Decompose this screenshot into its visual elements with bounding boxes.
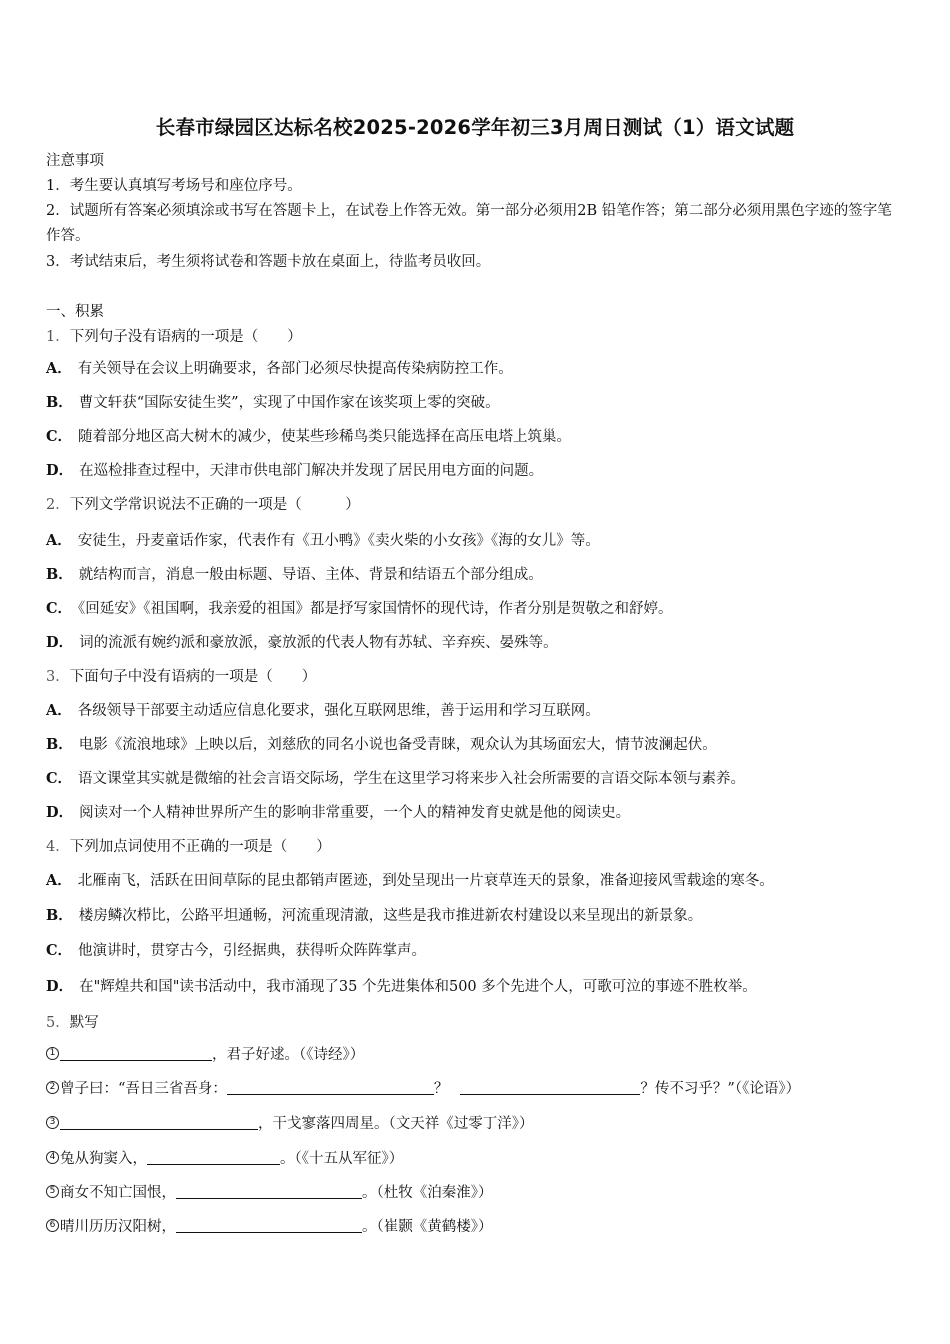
option-text: 北雁南飞，活跃在田间草际的昆虫都销声匿迹，到处呈现出一片衰草连天的景象，准备迎接风雪载途的寒冬。 — [77, 873, 774, 889]
question-stem — [46, 327, 302, 347]
option-letter: A． — [46, 360, 72, 377]
question-stem — [46, 667, 316, 687]
option-text: 阅读对一个人精神世界所产生的影响非常重要，一个人的精神发育史就是他的阅读史。 — [79, 805, 631, 821]
option-letter: D． — [46, 978, 74, 995]
option-row — [46, 701, 600, 721]
answer-blank[interactable] — [227, 1079, 434, 1095]
question-number: 2． — [46, 497, 70, 513]
option-row — [46, 359, 513, 379]
option-row — [46, 735, 717, 755]
dictation-text: 商女不知亡国恨， — [60, 1185, 176, 1201]
dictation-item — [46, 1114, 534, 1134]
option-text: 词的流派有婉约派和豪放派，豪放派的代表人物有苏轼、辛弃疾、晏殊等。 — [79, 635, 558, 651]
circled-number-icon: 2 — [46, 1081, 59, 1094]
circled-number-icon: 4 — [46, 1151, 59, 1164]
dictation-text: ，君子好逑。（《诗经》） — [212, 1047, 365, 1063]
answer-blank[interactable] — [60, 1114, 258, 1130]
option-text: 语文课堂其实就是微缩的社会言语交际场，学生在这里学习将来步入社会所需要的言语交际本领与素养。 — [78, 771, 746, 787]
option-row — [46, 393, 500, 413]
section-heading: 一、积累 — [46, 304, 104, 320]
answer-blank[interactable] — [176, 1183, 362, 1199]
option-row — [46, 941, 426, 961]
question-stem — [46, 1013, 99, 1033]
page-title: 长春市绿园区达标名校2025-2026学年初三3月周日测试（1）语文试题 — [155, 116, 795, 139]
option-row — [46, 871, 774, 891]
dictation-item — [46, 1149, 403, 1169]
option-row — [46, 599, 673, 619]
option-letter: C． — [46, 600, 73, 617]
answer-blank[interactable] — [176, 1217, 362, 1233]
option-text: 他演讲时，贯穿古今，引经据典，获得听众阵阵掌声。 — [78, 943, 427, 959]
dictation-text: 晴川历历汉阳树， — [60, 1219, 176, 1235]
notice-item: 2．试题所有答案必须填涂或书写在答题卡上，在试卷上作答无效。第一部分必须用2B 铅笔作答；第二部分必须用黑色字迹的签字笔作答。 — [46, 203, 892, 244]
option-row — [46, 977, 757, 997]
dictation-item — [46, 1217, 493, 1237]
dictation-text: ，干戈寥落四周星。（文天祥《过零丁洋》） — [258, 1116, 534, 1132]
option-text: 在巡检排查过程中，天津市供电部门解决并发现了居民用电方面的问题。 — [79, 463, 544, 479]
option-text: 在"辉煌共和国"读书活动中，我市涌现了35 个先进集体和500 多个先进个人，可歌可泣的事迹不胜枚举。 — [79, 979, 757, 995]
option-letter: A． — [46, 532, 72, 549]
dictation-text: ？传不习乎？”（《论语》） — [640, 1081, 801, 1097]
dictation-text: 。（崔颢《黄鹤楼》） — [362, 1219, 493, 1235]
option-text: 曹文轩获“国际安徒生奖”，实现了中国作家在该奖项上零的突破。 — [78, 395, 500, 411]
option-letter: B． — [46, 566, 73, 583]
question-stem — [46, 837, 331, 857]
option-text: 有关领导在会议上明确要求，各部门必须尽快提高传染病防控工作。 — [77, 361, 513, 377]
question-text: 默写 — [69, 1015, 99, 1031]
option-row — [46, 461, 543, 481]
dictation-text: ？ — [433, 1081, 449, 1097]
option-letter: D． — [46, 804, 74, 821]
option-letter: A． — [46, 702, 72, 719]
option-row — [46, 769, 745, 789]
option-text: 安徒生，丹麦童话作家，代表作有《丑小鸭》《卖火柴的小女孩》《海的女儿》等。 — [77, 533, 600, 549]
question-number: 5． — [46, 1015, 70, 1031]
notice-heading: 注意事项 — [46, 153, 104, 169]
option-text: 就结构而言，消息一般由标题、导语、主体、背景和结语五个部分组成。 — [78, 567, 543, 583]
option-row — [46, 906, 702, 926]
question-text: 下面句子中没有语病的一项是（ ） — [69, 669, 317, 685]
option-text: 《回延安》《祖国啊，我亲爱的祖国》都是抒写家国情怀的现代诗，作者分别是贺敬之和舒婷。 — [78, 601, 673, 617]
option-row — [46, 427, 571, 447]
option-text: 楼房鳞次栉比，公路平坦通畅，河流重现清澈，这些是我市推进新农村建设以来呈现出的新景象。 — [78, 908, 703, 924]
option-text: 各级领导干部要主动适应信息化要求，强化互联网思维，善于运用和学习互联网。 — [77, 703, 600, 719]
option-text: 电影《流浪地球》上映以后，刘慈欣的同名小说也备受青睐，观众认为其场面宏大，情节波澜起伏。 — [78, 737, 717, 753]
dictation-text: 兔从狗窦入， — [60, 1151, 147, 1167]
option-letter: B． — [46, 394, 73, 411]
question-stem — [46, 495, 360, 515]
option-letter: D． — [46, 634, 74, 651]
answer-blank[interactable] — [460, 1079, 640, 1095]
option-text: 随着部分地区高大树木的减少，使某些珍稀鸟类只能选择在高压电塔上筑巢。 — [78, 429, 572, 445]
circled-number-icon: 6 — [46, 1219, 59, 1232]
option-letter: C． — [46, 770, 73, 787]
dictation-text: 曾子曰：“吾日三省吾身： — [60, 1081, 227, 1097]
question-text: 下列文学常识说法不正确的一项是（ ） — [69, 497, 360, 513]
question-number: 3． — [46, 669, 70, 685]
option-row — [46, 565, 543, 585]
option-letter: C． — [46, 428, 73, 445]
option-row — [46, 803, 630, 823]
option-letter: D． — [46, 462, 74, 479]
dictation-item — [46, 1045, 364, 1065]
dictation-text: 。（杜牧《泊秦淮》） — [362, 1185, 493, 1201]
circled-number-icon: 5 — [46, 1185, 59, 1198]
option-letter: A． — [46, 872, 72, 889]
circled-number-icon: 3 — [46, 1116, 59, 1129]
notice-item: 3．考试结束后，考生须将试卷和答题卡放在桌面上，待监考员收回。 — [46, 254, 491, 270]
dictation-item — [46, 1079, 800, 1099]
answer-blank[interactable] — [60, 1045, 212, 1061]
option-letter: B． — [46, 736, 73, 753]
question-text: 下列加点词使用不正确的一项是（ ） — [69, 839, 331, 855]
question-number: 4． — [46, 839, 70, 855]
option-row — [46, 633, 558, 653]
question-text: 下列句子没有语病的一项是（ ） — [69, 329, 302, 345]
dictation-item — [46, 1183, 493, 1203]
notice-item: 1．考生要认真填写考场号和座位序号。 — [46, 178, 302, 194]
dictation-text: 。（《十五从军征》） — [280, 1151, 404, 1167]
answer-blank[interactable] — [147, 1149, 280, 1165]
option-letter: B． — [46, 907, 73, 924]
option-row — [46, 531, 600, 551]
option-letter: C． — [46, 942, 73, 959]
question-number: 1． — [46, 329, 70, 345]
circled-number-icon: 1 — [46, 1047, 59, 1060]
